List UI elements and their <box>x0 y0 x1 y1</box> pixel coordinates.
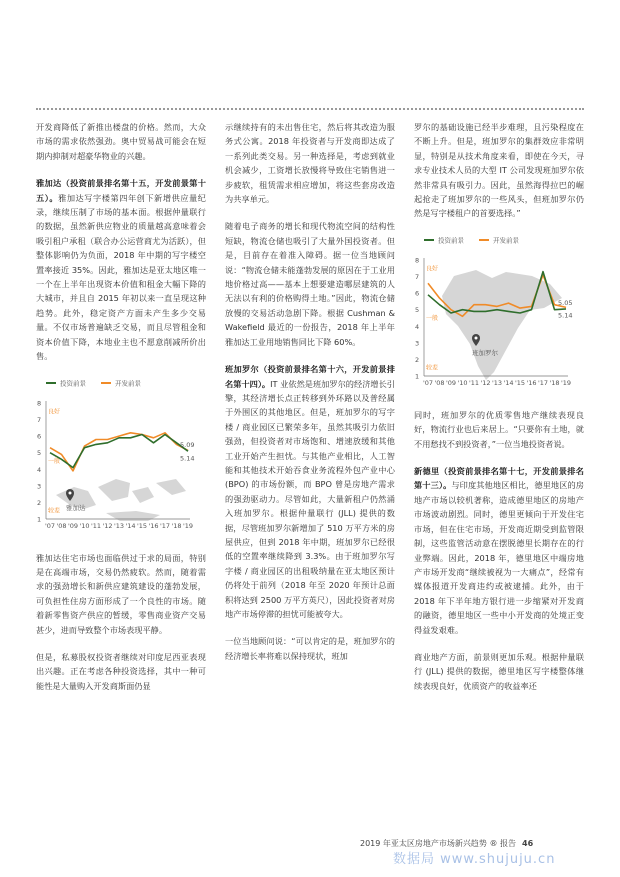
x-tick-label: '09 <box>68 521 79 530</box>
level-label: 较差 <box>426 364 439 372</box>
y-tick-label: 3 <box>415 339 420 348</box>
bangalore-heading: 班加罗尔（投资前景排名第十六，开发前景排名第十四）。 <box>225 364 395 389</box>
city-label: 雅加达 <box>66 503 86 512</box>
x-tick-label: '12 <box>102 521 113 530</box>
y-tick-label: 2 <box>415 355 420 364</box>
x-tick-label: '14 <box>125 521 136 530</box>
x-tick-label: '11 <box>469 378 480 387</box>
level-label: 一般 <box>48 457 61 465</box>
paragraph: 一位当地顾问说：“可以肯定的是，班加罗尔的经济增长率将难以保持现状，班加 <box>225 636 395 661</box>
paragraph: 示继续持有的未出售住宅，然后将其改造为服务式公寓。2018 年投资者与开发商即达成了一系列此类交易。另一种选择是，考虑到就业机会减少，工资增长放慢将导致住宅销售进一步疲软，租赁需求相应增加，将这些套房改造为共享单元。 <box>225 122 395 205</box>
y-tick-label: 8 <box>415 256 420 265</box>
y-tick-label: 1 <box>415 372 420 381</box>
bangalore-chart-svg <box>414 234 584 394</box>
jakarta-heading: 雅加达（投资前景排名第十五，开发前景第十五）。 <box>36 178 206 203</box>
x-tick-label: '19 <box>561 378 572 387</box>
level-label: 良好 <box>426 265 439 273</box>
y-tick-label: 8 <box>37 399 42 407</box>
x-tick-label: '17 <box>160 521 171 530</box>
x-tick-label: '15 <box>515 378 526 387</box>
map-silhouette <box>442 270 562 380</box>
paragraph: 但是，私募股权投资者继续对印度尼西亚表现出兴趣。正在考虑各种投资选择，其中一种可能性是大量购入开发商斯面仍显 <box>36 651 206 691</box>
y-tick-label: 1 <box>37 515 42 523</box>
jakarta-chart-svg <box>36 377 206 537</box>
delhi-section <box>414 464 584 637</box>
paragraph: 雅加达住宅市场也面临供过于求的局面，特别是在高端市场，交易仍然疲软。然而，随着需求的强劲增长和新供应建筑建设的蓬勃发展，可负担性住房方面形成了一个良性的市场。随着新零售资产供应的暂缓，零售商业资产交易甚少，进而导致整个市场表现平静。 <box>36 552 206 635</box>
x-tick-label: '16 <box>148 521 159 530</box>
delhi-heading: 新德里（投资前景排名第十七，开发前景排名第十三）。 <box>414 466 584 491</box>
bangalore-chart <box>414 234 584 394</box>
location-pin-dot <box>69 491 72 494</box>
x-tick-label: '16 <box>526 378 537 387</box>
y-tick-label: 7 <box>37 415 42 424</box>
x-tick-label: '12 <box>480 378 491 387</box>
level-label: 较差 <box>48 507 61 515</box>
jakarta-body: 雅加达写字楼第四年创下新增供应量纪录，继续压制了市场的基本面。根据仲量联行的数据，虽然新供应物业的质量越高意味着会吸引租户承租（联合办公运营商尤为活跃），但整体影响仍为负面，2018 年中期的写字楼空置率接近 35%。因此，雅加达是亚太地区唯一一个在上半年出现资本价值和租金大幅下降的大城市，并且自 2015 年初以来一直呈现这种趋势。此外，稳定资产方面未产生多少交易量。不仅市场普遍缺乏交易，而且尽管租金和资本价值下降，本地业主也不愿意削减所价出售。 <box>36 192 206 362</box>
bangalore-body: IT 业依然是班加罗尔的经济增长引擎，其经济增长点正转移到外环路以及普经属于外围区的其他地区。但是，班加罗尔的写字楼 / 商业园区已繁荣多年，虽然其吸引力依旧强劲，但投资者对市场饱和、增速放缓和其他工业开始产生担忧。与其他产业相比，人工智能和其他技术开始吞食业务流程外包产业中心 (BPO) 的市场份额，而 BPO 曾是房地产需求的强劲驱动力。尽管如此，大量新租户仍然涌入班加罗尔。根据仲量联行 (JLL) 提供的数据，尽管班加罗尔新增加了 510 万平方米的房屋供应，但到 2018 年中期，班加罗尔已经很低的空置率继续降到 3.3%。由于班加罗尔写字楼 / 商业园区的出租吸纳量在亚太地区预计仍将处于前列（2018 年至 2020 年预计总面积将达到 2500 万平方英尺），因此投资者对房地产市场停滞的担忧可能被夸大。 <box>225 378 395 619</box>
jakarta-section <box>36 176 206 363</box>
x-tick-label: '11 <box>91 521 102 530</box>
y-tick-label: 5 <box>37 448 42 457</box>
y-tick-label: 7 <box>415 272 420 281</box>
x-tick-label: '10 <box>79 521 90 530</box>
paragraph: 罗尔的基础设施已经半步难理，且污染程度在不断上升。但是，班加罗尔的集群效应非常明显，特别是从技术角度来看，即使在今天，寻求专业技术人员的大型 IT 公司发现班加罗尔依然非常具有吸引力。因此，虽然海得拉巴的崛起抢走了班加罗尔的一些风头，但班加罗尔仍然是写字楼租户的首要选择。” <box>414 122 584 219</box>
legend-label: 投资前景 <box>60 379 86 387</box>
x-tick-label: '18 <box>549 378 560 387</box>
column-1 <box>36 120 206 706</box>
y-tick-label: 2 <box>37 498 42 507</box>
legend-label: 投资前景 <box>438 236 464 245</box>
legend-label: 开发前景 <box>115 379 141 387</box>
x-tick-label: '07 <box>423 378 434 387</box>
x-tick-label: '07 <box>45 521 56 530</box>
delhi-body: 与印度其他地区相比，德里地区的房地产市场以较机著称，造成德里地区的房地产市场波动剧烈。同时，德里更倾向于开发住宅市场，但在住宅市场，开发商近期受到监管限制，这些监管活动意在摆脱德里长期存在的行业弊端。因此，2018 年，德里地区中端房地产市场开发商“继续被视为一大痛点”，经常有媒体报道开发商违约或被逮捕。此外，由于 2018 年下半年地方银行进一步缩紧对开发商的融资，德里地区一些中小开发商的处境正变得益发艰难。 <box>414 480 584 635</box>
page-number: 46 <box>522 839 534 848</box>
y-tick-label: 6 <box>37 432 42 441</box>
level-label: 一般 <box>426 314 439 322</box>
column-2 <box>225 120 395 676</box>
x-tick-label: '09 <box>446 378 457 387</box>
x-tick-label: '10 <box>457 378 468 387</box>
y-tick-label: 4 <box>37 465 42 474</box>
x-tick-label: '13 <box>492 378 503 387</box>
top-dotted-divider <box>36 108 584 110</box>
paragraph: 开发商降低了新推出楼盘的价格。然而，大众市场的需求依然强劲。奥中贸易战可能会在短期内抑制对超豪华物业的兴趣。 <box>36 122 206 161</box>
x-tick-label: '08 <box>56 521 67 530</box>
level-label: 良好 <box>48 407 61 415</box>
series-line <box>50 434 188 467</box>
y-tick-label: 6 <box>415 289 420 298</box>
x-tick-label: '17 <box>538 378 549 387</box>
x-tick-label: '18 <box>171 521 182 530</box>
x-tick-label: '08 <box>434 378 445 387</box>
data-label: 5.14 <box>180 453 195 462</box>
y-tick-label: 4 <box>415 322 420 331</box>
data-label: 5.09 <box>180 440 195 449</box>
y-tick-label: 5 <box>415 306 420 315</box>
y-tick-label: 3 <box>37 481 42 490</box>
paragraph: 随着电子商务的增长和现代物流空间的结构性短缺，物流仓储也吸引了大量外国投资者。但是，目前存在着准入障碍。据一位当地顾问说：“物流仓储未能蓬勃发展的原因在于工业用地价格过高——基本上想要建造哪层建筑的人无法以有利的价格购得土地。”因此，物流仓储放慢的交易活动急剧下降。根据 Cushman & Wakefield 最近的一份报告，2018 年上半年雅加达工业用地销售同比下降 60%。 <box>225 221 395 347</box>
x-tick-label: '13 <box>114 521 125 530</box>
x-tick-label: '14 <box>503 378 514 387</box>
data-label: 5.14 <box>558 311 573 320</box>
location-pin-dot <box>475 336 478 339</box>
jakarta-chart <box>36 377 206 537</box>
data-label: 5.05 <box>558 298 573 307</box>
city-label: 班加罗尔 <box>472 348 498 357</box>
paragraph: 商业地产方面，前景则更加乐观。根据仲量联行 (JLL) 提供的数据，德里地区写字楼整体继续表现良好，优质资产的收益率还 <box>414 651 584 691</box>
legend-label: 开发前景 <box>493 236 519 245</box>
watermark: 数据局 www.shujuju.cn <box>393 852 556 867</box>
paragraph: 同时，班加罗尔的优质零售地产继续表现良好，物流行业也后来居上。“只要你有土地，就不用愁找不到投资者，”一位当地投资者说。 <box>414 409 584 449</box>
map-silhouette <box>56 479 186 521</box>
bangalore-section <box>225 362 395 621</box>
footer-text: 2019 年亚太区房地产市场新兴趋势 ® 报告 <box>360 839 516 848</box>
x-tick-label: '19 <box>183 521 194 530</box>
column-3 <box>414 120 584 706</box>
x-tick-label: '15 <box>137 521 148 530</box>
